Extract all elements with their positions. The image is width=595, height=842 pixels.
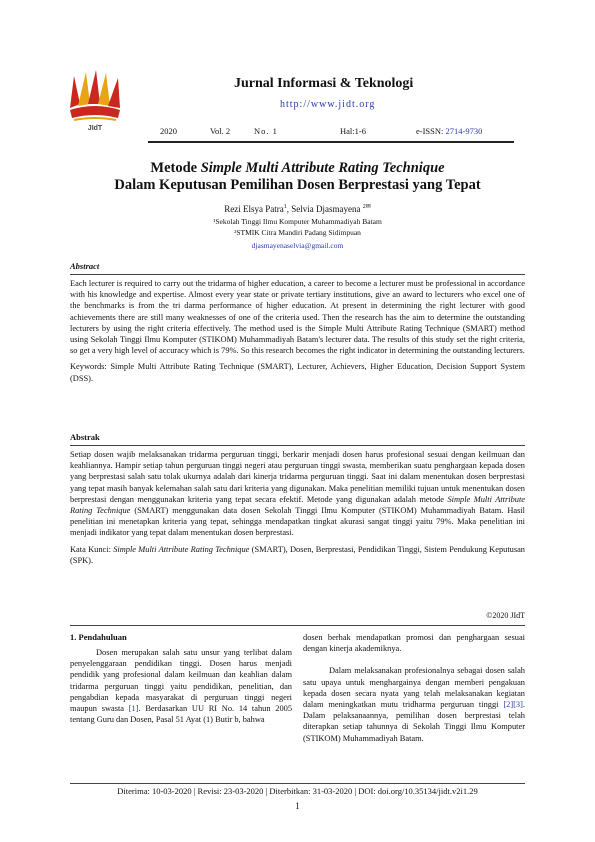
title-line2: Dalam Keputusan Pemilihan Dosen Berprestasi yang Tepat	[114, 177, 481, 193]
abstrak-text-italic: Simple Multi Attribute Rating Technique	[70, 494, 525, 516]
eissn-value[interactable]: 2714-9730	[445, 126, 483, 136]
corresponding-email[interactable]: djasmayenaselvia@gmail.com	[251, 241, 344, 250]
issue-number: No. 1	[254, 126, 278, 136]
author-2: Selvia Djasmayena	[291, 204, 363, 214]
intro-paragraph-2	[303, 665, 525, 743]
abstract-text: Each lecturer is required to carry out the tridarma of higher education, a career to become a lecturer must be professional in accordance with his knowledge and expertise. Almost every year state or private tertiary institutions, give an award to lecturers who excel one of the benchmarks is from the tri darma performance of higher education. At present in determining the right lecturer with good achievements there are still many weaknesses of one of the criteria used. Then the research has the aim to determine the outstanding lecturers by using the right criteria effectively. The method used is the Simple Multi Attribute Rating Technique (SMART) method using Sekolah Tinggi Ilmu Komputer (STIKOM) Muhammadiyah Batam's lecturer data. The results of this study set the right criteria, so get a very high level of accuracy which is 79%. So this research becomes the right indicator in determining the outstanding lecturers.	[70, 279, 525, 356]
title-line1-plain: Metode	[150, 160, 201, 176]
citation-1[interactable]: [1]	[128, 704, 139, 714]
abstract-heading: Abstract	[70, 261, 100, 271]
eissn-label: e-ISSN:	[416, 126, 444, 136]
title-line1-italic: Simple Multi Attribute Rating Technique	[200, 160, 445, 176]
kata-kunci-rest: (SMART), Dosen, Berprestasi, Pendidikan Tinggi, Sistem Pendukung Keputusan (SPK).	[70, 544, 525, 565]
abstract-rule	[70, 274, 525, 275]
author-1-sup: 1	[283, 204, 287, 210]
footer-dates: Diterima: 10-03-2020 | Revisi: 23-03-2020 | Diterbitkan: 31-03-2020 | DOI: doi.org/10.35134/jidt.v2i1.29	[117, 786, 478, 796]
abstrak-keywords	[70, 544, 525, 566]
issue-pages: Hal:1-6	[340, 126, 366, 136]
column-left	[70, 647, 292, 725]
affiliation-2: ²STMIK Citra Mandiri Padang Sidimpuan	[234, 228, 361, 237]
abstrak-text-1: Setiap dosen wajib melaksanakan tridarma perguruan tinggi, berkarir menjadi dosen harus profesional sesuai dengan keilmuan dan keahliannya. Hampir setiap tahun perguruan tinggi negeri atau perguruan tinggi swasta, memberikan suatu penghargaan kepada dosen yang berprestasi salah satu tolak ukurnya adalah dari kinerja tridarma perguruan tinggi. Saat ini dalam menentukan dosen berprestasi yang tepat masih banyak kelemahan salah satu dari kriteria yang digunakan. Maka penelitian memiliki tujuan untuk menentukan dosen berprestasi dengan menggunakan kriteria yang tepat secara efektif. Metode yang digunakan adalah metode	[70, 450, 525, 504]
author-sep: ,	[286, 204, 292, 214]
paper-title	[70, 160, 525, 194]
section-1-heading: 1. Pendahuluan	[70, 632, 127, 642]
column-right	[303, 632, 525, 744]
eissn	[416, 126, 482, 136]
issue-volume: Vol. 2	[210, 126, 231, 136]
abstrak-text-2: (SMART) menggunakan data dosen Sekolah Tinggi Ilmu Komputer (STIKOM) Muhammadiyah Batam. Hasil penelitian ini menetapkan kriteria yang tepat, sehingga mendapatkan tingkat akurasi sangat tinggi yaitu 79%. Maka penelitian ini menjadi indikator yang tepat dalam menentukan dosen berprestasi.	[70, 506, 526, 538]
copyright: ©2020 JIdT	[486, 611, 525, 620]
author-1: Rezi Elsya Patra	[224, 204, 284, 214]
intro-text-2: . Berdasarkan UU RI No. 14 tahun 2005 tentang Guru dan Dosen, Pasal 51 Ayat (1) Butir b, bahwa	[70, 704, 293, 725]
footer-rule	[70, 783, 525, 784]
abstract-keywords: Keywords: Simple Multi Attribute Rating Technique (SMART), Lecturer, Achievers, Higher Education, Decision Support System (DSS).	[70, 362, 525, 383]
abstrak-rule	[70, 445, 525, 446]
intro-paragraph-1	[70, 647, 292, 725]
journal-logo	[66, 70, 124, 132]
kata-kunci-label: Kata Kunci:	[70, 544, 114, 554]
page-number: 1	[295, 801, 300, 811]
journal-url[interactable]: http://www.jidt.org	[280, 99, 376, 110]
affiliation-1: ¹Sekolah Tinggi Ilmu Komputer Muhammadiyah Batam	[213, 217, 382, 226]
intro-paragraph-cont: dosen berhak mendapatkan promosi dan penghargaan sesuai dengan kinerja akademiknya.	[303, 633, 525, 654]
issue-year: 2020	[160, 126, 177, 136]
header-rule	[148, 141, 514, 143]
abstract-body	[70, 278, 525, 384]
journal-name: Jurnal Informasi & Teknologi	[234, 76, 414, 91]
author-2-sup: 2✉	[362, 204, 371, 210]
author-list	[70, 203, 525, 214]
intro-text-1: Dosen merupakan salah satu unsur yang terlibat dalam penyelenggaraan pendidikan tinggi. Dosen harus menjadi pendidik yang profesional dalam keilmuan dan keahlian dalam tridarma perguruan tinggi yaitu pendidikan, penelitian, dan pengabdian kepada masyarakat di perguruan tinggi negeri maupun swasta	[70, 648, 292, 714]
abstrak-body	[70, 449, 525, 566]
logo-text: JIdT	[87, 125, 103, 132]
intro-text-4: . Dalam pelaksanaannya, pemilihan dosen berprestasi telah diterapkan setiap tahunnya di Sekolah Tinggi Ilmu Komputer (STIKOM) Muhammadiyah Batam.	[303, 700, 525, 743]
body-rule	[70, 625, 525, 626]
kata-kunci-italic: Simple Multi Attribute Rating Technique	[113, 544, 250, 554]
citation-2-3[interactable]: [2][3]	[503, 700, 523, 710]
abstrak-heading: Abstrak	[70, 432, 100, 442]
abstrak-text	[70, 449, 525, 539]
intro-text-3: Dalam melaksanakan profesionalnya sebagai dosen salah satu upaya untuk menghargainya dengan memberi pengakuan kepada dosen secara nyata yang telah melaksanakan kegiatan dalam meningkatkan mutu tridharma perguruan tinggi	[303, 666, 525, 710]
